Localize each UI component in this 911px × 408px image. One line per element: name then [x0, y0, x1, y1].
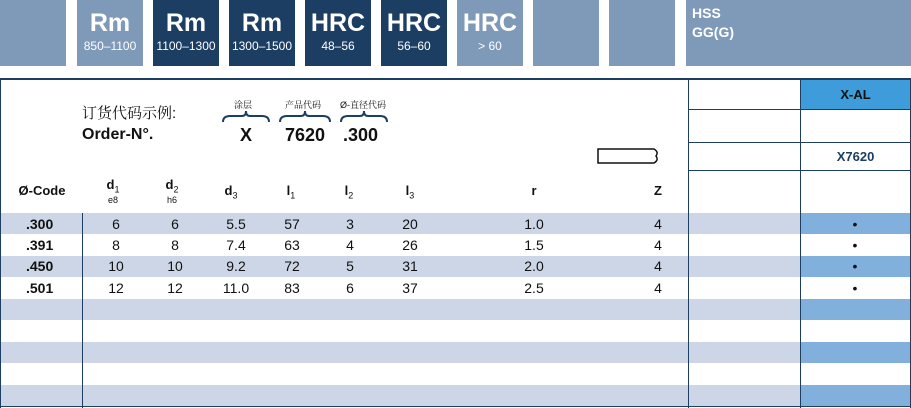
table-top-rule — [0, 78, 911, 80]
header-tile-blank — [0, 0, 66, 66]
cell-r: 1.5 — [524, 237, 544, 253]
availability-dot-icon: • — [852, 216, 858, 232]
cell-l1: 63 — [284, 237, 300, 253]
row-band — [0, 256, 911, 277]
availability-dot-icon: • — [852, 237, 858, 253]
coating-brace-icon — [222, 110, 270, 124]
col-header-d1: $d_1$ e8 — [106, 177, 120, 205]
availability-dot-icon: • — [852, 258, 858, 274]
header-tile-empty-1 — [533, 0, 599, 66]
cell-l1: 57 — [284, 216, 300, 232]
header-tile-rm-1100 — [153, 0, 219, 66]
cell-l3: 20 — [402, 216, 418, 232]
cell-z: 4 — [654, 280, 662, 296]
cell-l2: 3 — [346, 216, 354, 232]
cell-d2: 10 — [167, 258, 183, 274]
cell-l3: 31 — [402, 258, 418, 274]
tile-range: > 60 — [478, 39, 502, 53]
col-header-l1: $l_1$ — [286, 183, 296, 201]
cell-z: 4 — [654, 216, 662, 232]
table-bottom-rule — [0, 406, 911, 407]
coating-code: X — [240, 125, 253, 145]
cell-r: 1.0 — [524, 216, 544, 232]
tile-range: 850–1100 — [83, 39, 137, 53]
tile-range: 1100–1300 — [156, 39, 216, 53]
material-line-1: HSS — [692, 5, 721, 21]
cell-r: 2.5 — [524, 280, 544, 296]
tile-range: 48–56 — [321, 39, 355, 53]
variant-band — [800, 342, 911, 363]
product-brace-icon — [279, 110, 331, 124]
cell-l3: 37 — [402, 280, 418, 296]
cell-d3: 7.4 — [226, 237, 246, 253]
cell-r: 2.0 — [524, 258, 544, 274]
variant-header: X-AL — [800, 80, 911, 109]
cell-d3: 9.2 — [226, 258, 246, 274]
col-header-r: r — [531, 183, 537, 198]
tile-title: Rm — [89, 9, 131, 37]
tile-range: 1300–1500 — [231, 39, 293, 53]
header-tile-hrc-56 — [381, 0, 447, 66]
cell-l2: 6 — [346, 280, 354, 296]
col-header-d3: $d_3$ — [224, 183, 238, 201]
header-tile-hrc-48 — [305, 0, 371, 66]
diameter-label: Ø-直径代码 — [340, 100, 386, 110]
tile-range: 56–60 — [397, 39, 431, 53]
col-header-d2: $d_2$ h6 — [165, 177, 179, 205]
cell-z: 4 — [654, 237, 662, 253]
tile-title: HRC — [462, 9, 518, 37]
header-tile-rm-1300 — [229, 0, 295, 66]
cell-d3: 5.5 — [226, 216, 246, 232]
diameter-code: .300 — [343, 125, 379, 145]
cell-d1: 8 — [112, 237, 120, 253]
variant-band — [800, 385, 911, 406]
cell-d1: 12 — [108, 280, 124, 296]
material-line-2: GG(G) — [692, 24, 734, 40]
variant-code: X7620 — [836, 149, 875, 164]
cell-d3: 11.0 — [222, 280, 250, 296]
row-band — [0, 385, 911, 406]
order-label-en: Order-N°. — [82, 126, 154, 143]
rule — [688, 78, 689, 408]
cell-l1: 83 — [284, 280, 300, 296]
rule — [82, 213, 83, 408]
row-code: .300 — [26, 216, 54, 232]
col-header-l3: $l_3$ — [405, 183, 415, 201]
row-band — [0, 299, 911, 320]
cell-d2: 6 — [171, 216, 179, 232]
row-code: .450 — [26, 258, 54, 274]
cell-z: 4 — [654, 258, 662, 274]
cell-l3: 26 — [402, 237, 418, 253]
product-label: 产品代码 — [285, 100, 322, 110]
col-header-z: Z — [654, 183, 662, 198]
header-tile-empty-2 — [609, 0, 675, 66]
col-header-code: Ø-Code — [18, 183, 66, 198]
tile-title: Rm — [165, 9, 207, 37]
col-header-l2: $l_2$ — [344, 183, 354, 201]
rule — [800, 78, 801, 408]
tile-title: HRC — [310, 9, 366, 37]
row-code: .501 — [26, 280, 54, 296]
cell-l2: 5 — [346, 258, 354, 274]
cell-d1: 10 — [108, 258, 124, 274]
material-tile — [686, 0, 911, 66]
variant-band — [800, 299, 911, 320]
rule — [0, 78, 1, 408]
row-code: .391 — [26, 237, 54, 253]
row-band — [0, 342, 911, 363]
availability-dot-icon: • — [852, 280, 858, 296]
tile-title: Rm — [241, 9, 283, 37]
row-band — [0, 213, 911, 234]
cell-l2: 4 — [346, 237, 354, 253]
coating-label: 涂层 — [234, 100, 253, 110]
header-tile-rm-850 — [77, 0, 143, 66]
cell-d2: 12 — [167, 280, 183, 296]
cell-l1: 72 — [284, 258, 300, 274]
header-tile-hrc-60 — [457, 0, 523, 66]
cell-d1: 6 — [112, 216, 120, 232]
order-label-cn: 订货代码示例: — [82, 105, 177, 122]
tile-title: HRC — [386, 9, 442, 37]
diameter-brace-icon — [340, 110, 388, 124]
cell-d2: 8 — [171, 237, 179, 253]
shank-icon — [596, 147, 662, 165]
product-code: 7620 — [285, 125, 326, 145]
